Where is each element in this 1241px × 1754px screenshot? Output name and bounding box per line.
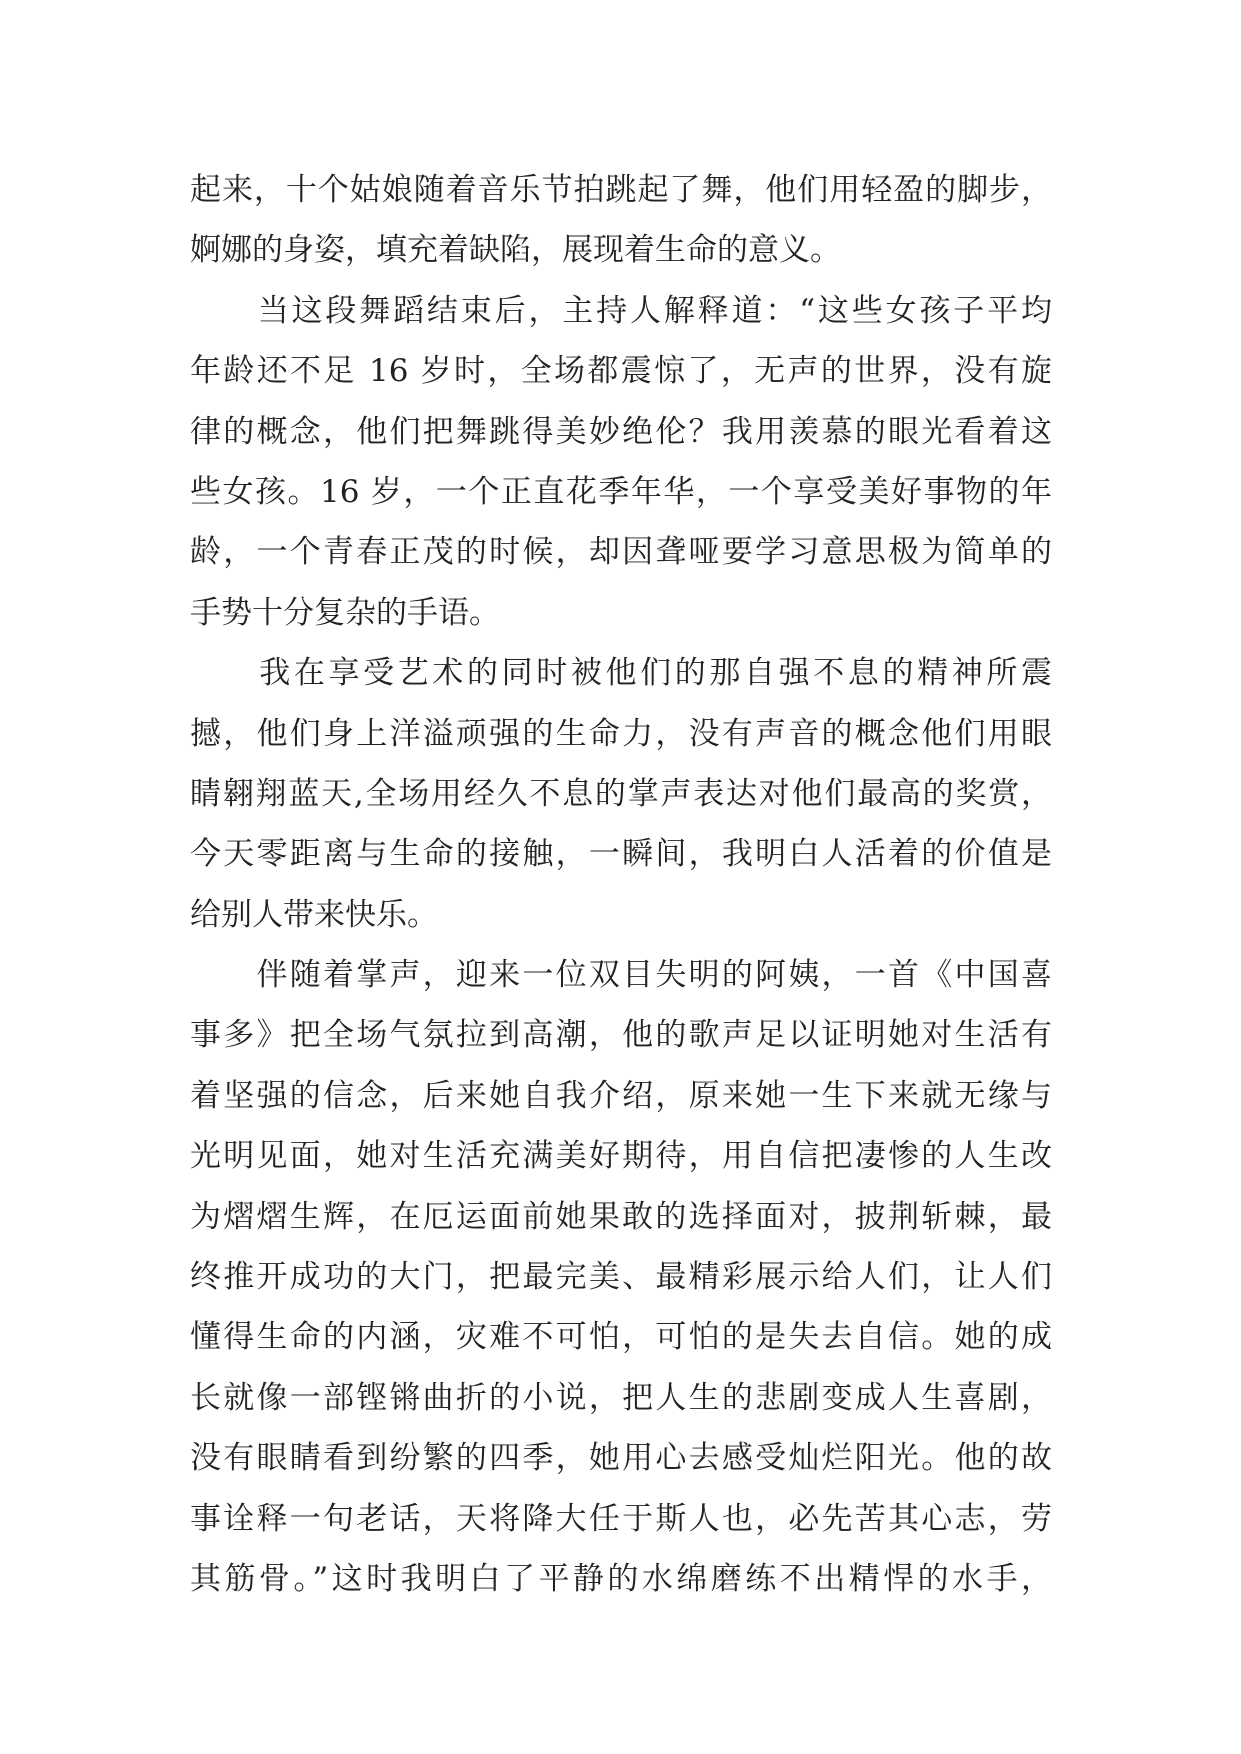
text-line: 些女孩。16 岁，一个正直花季年华，一个享受美好事物的年 — [190, 473, 1052, 510]
text-line: 睛翱翔蓝天,全场用经久不息的掌声表达对他们最高的奖赏， — [190, 775, 1052, 812]
text-line: 婀娜的身姿，填充着缺陷，展现着生命的意义。 — [190, 232, 841, 269]
text-line: 年龄还不足 16 岁时，全场都震惊了，无声的世界，没有旋 — [190, 353, 1052, 390]
text-line: 起来，十个姑娘随着音乐节拍跳起了舞，他们用轻盈的脚步， — [190, 172, 1052, 208]
text-line: 律的概念，他们把舞跳得美妙绝伦？我用羡慕的眼光看着这 — [190, 413, 1052, 450]
text-line: 其筋骨。”这时我明白了平静的水绵磨练不出精悍的水手， — [190, 1560, 1052, 1597]
text-line: 懂得生命的内涵，灾难不可怕，可怕的是失去自信。她的成 — [190, 1319, 1052, 1356]
text-line: 着坚强的信念，后来她自我介绍，原来她一生下来就无缘与 — [190, 1077, 1052, 1114]
text-line: 为熠熠生辉，在厄运面前她果敢的选择面对，披荆斩棘，最 — [190, 1198, 1052, 1235]
text-line: 没有眼睛看到纷繁的四季，她用心去感受灿烂阳光。他的故 — [190, 1440, 1052, 1477]
text-line: 终推开成功的大门，把最完美、最精彩展示给人们，让人们 — [190, 1259, 1052, 1296]
text-line: 我在享受艺术的同时被他们的那自强不息的精神所震 — [190, 655, 1052, 692]
text-line: 伴随着掌声，迎来一位双目失明的阿姨，一首《中国喜 — [190, 957, 1052, 994]
text-line: 给别人带来快乐。 — [190, 896, 438, 933]
text-line: 当这段舞蹈结束后，主持人解释道：“这些女孩子平均 — [190, 292, 1052, 329]
text-line: 长就像一部铿锵曲折的小说，把人生的悲剧变成人生喜剧， — [190, 1379, 1052, 1416]
text-line: 光明见面，她对生活充满美好期待，用自信把凄惨的人生改 — [190, 1138, 1052, 1175]
body-text — [190, 160, 1052, 1609]
text-line: 事诠释一句老话，天将降大任于斯人也，必先苦其心志，劳 — [190, 1500, 1052, 1537]
text-line: 龄，一个青春正茂的时候，却因聋哑要学习意思极为简单的 — [190, 534, 1052, 571]
text-line: 事多》把全场气氛拉到高潮，他的歌声足以证明她对生活有 — [190, 1017, 1052, 1054]
text-line: 今天零距离与生命的接触，一瞬间，我明白人活着的价值是 — [190, 836, 1052, 873]
text-line: 撼，他们身上洋溢顽强的生命力，没有声音的概念他们用眼 — [190, 715, 1052, 752]
text-line: 手势十分复杂的手语。 — [190, 594, 500, 631]
